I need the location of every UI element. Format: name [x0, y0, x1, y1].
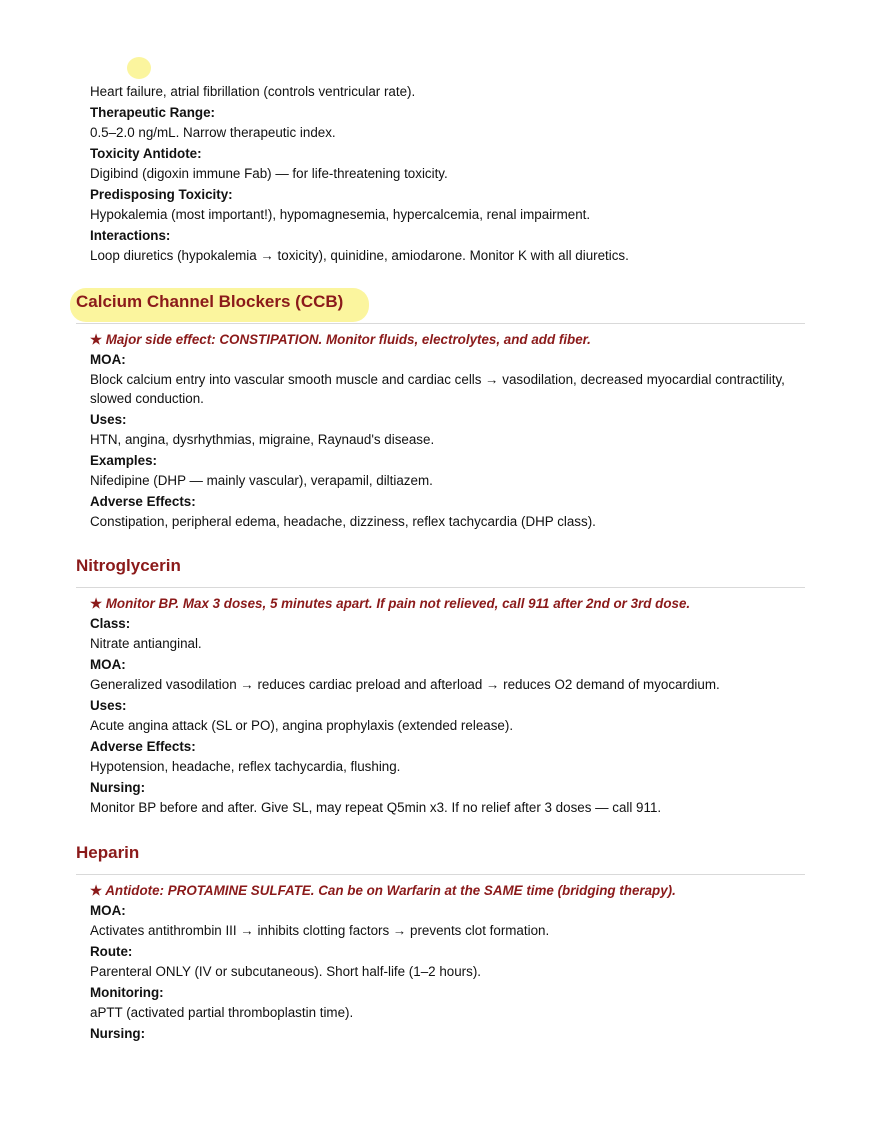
field-value: Hypotension, headache, reflex tachycardia, flushing.	[90, 759, 401, 774]
section-divider	[76, 874, 805, 875]
star-icon: ★	[90, 332, 103, 347]
field-label: Uses:	[90, 698, 127, 713]
star-icon: ★	[90, 596, 103, 611]
field-label: Class:	[90, 616, 131, 631]
section-divider	[76, 323, 805, 324]
field-label: MOA:	[90, 903, 126, 918]
field-label: Therapeutic Range:	[90, 105, 216, 120]
field-label: Adverse Effects:	[90, 494, 196, 509]
key-note-text: Monitor BP. Max 3 doses, 5 minutes apart. If pain not relieved, call 911 after 2nd or 3rd dose.	[105, 596, 691, 611]
field-value: Activates antithrombin III → inhibits clotting factors → prevents clot formation.	[90, 923, 550, 938]
intro-indication: Heart failure, atrial fibrillation (controls ventricular rate).	[90, 84, 416, 99]
field-label: Nursing:	[90, 1026, 146, 1041]
field-value: Loop diuretics (hypokalemia → toxicity), quinidine, amiodarone. Monitor K with all diuretics.	[90, 248, 629, 263]
field-value: Generalized vasodilation → reduces cardiac preload and afterload → reduces O2 demand of myocardium.	[90, 677, 720, 692]
key-note-text: Antidote: PROTAMINE SULFATE. Can be on Warfarin at the SAME time (bridging therapy).	[105, 883, 676, 898]
field-value: Parenteral ONLY (IV or subcutaneous). Short half-life (1–2 hours).	[90, 964, 482, 979]
section-heparin	[76, 842, 805, 1042]
field-value: Acute angina attack (SL or PO), angina prophylaxis (extended release).	[90, 718, 514, 733]
section-ccb	[76, 291, 805, 534]
field-value: Block calcium entry into vascular smooth muscle and cardiac cells → vasodilation, decreased myocardial contractility, slowed conduction.	[90, 372, 785, 406]
field-label: Uses:	[90, 412, 127, 427]
field-label: MOA:	[90, 657, 126, 672]
field-label: Nursing:	[90, 780, 146, 795]
field-value: Nifedipine (DHP — mainly vascular), verapamil, diltiazem.	[90, 473, 433, 488]
section-title: Calcium Channel Blockers (CCB)	[76, 292, 344, 311]
section-title: Heparin	[76, 843, 140, 862]
section-nitroglycerin	[76, 555, 805, 820]
key-note	[90, 595, 805, 613]
field-label: Toxicity Antidote:	[90, 146, 202, 161]
key-note-text: Major side effect: CONSTIPATION. Monitor fluids, electrolytes, and add fiber.	[105, 332, 591, 347]
field-value: Monitor BP before and after. Give SL, may repeat Q5min x3. If no relief after 3 doses — call 911.	[90, 800, 662, 815]
field-value: Digibind (digoxin immune Fab) — for life-threatening toxicity.	[90, 166, 448, 181]
field-label: Interactions:	[90, 228, 171, 243]
field-value: HTN, angina, dysrhythmias, migraine, Raynaud's disease.	[90, 432, 435, 447]
field-value: Nitrate antianginal.	[90, 636, 202, 651]
intro-block	[90, 82, 805, 268]
highlight-mark	[127, 57, 151, 79]
section-title: Nitroglycerin	[76, 556, 181, 575]
field-label: MOA:	[90, 352, 126, 367]
field-label: Route:	[90, 944, 133, 959]
star-icon: ★	[90, 883, 103, 898]
section-divider	[76, 587, 805, 588]
field-label: Predisposing Toxicity:	[90, 187, 233, 202]
field-value: 0.5–2.0 ng/mL. Narrow therapeutic index.	[90, 125, 336, 140]
field-label: Adverse Effects:	[90, 739, 196, 754]
field-value: Hypokalemia (most important!), hypomagnesemia, hypercalcemia, renal impairment.	[90, 207, 591, 222]
key-note	[90, 331, 805, 349]
field-value: aPTT (activated partial thromboplastin time).	[90, 1005, 354, 1020]
field-value: Constipation, peripheral edema, headache, dizziness, reflex tachycardia (DHP class).	[90, 514, 596, 529]
field-label: Monitoring:	[90, 985, 164, 1000]
field-label: Examples:	[90, 453, 157, 468]
key-note	[90, 882, 805, 900]
